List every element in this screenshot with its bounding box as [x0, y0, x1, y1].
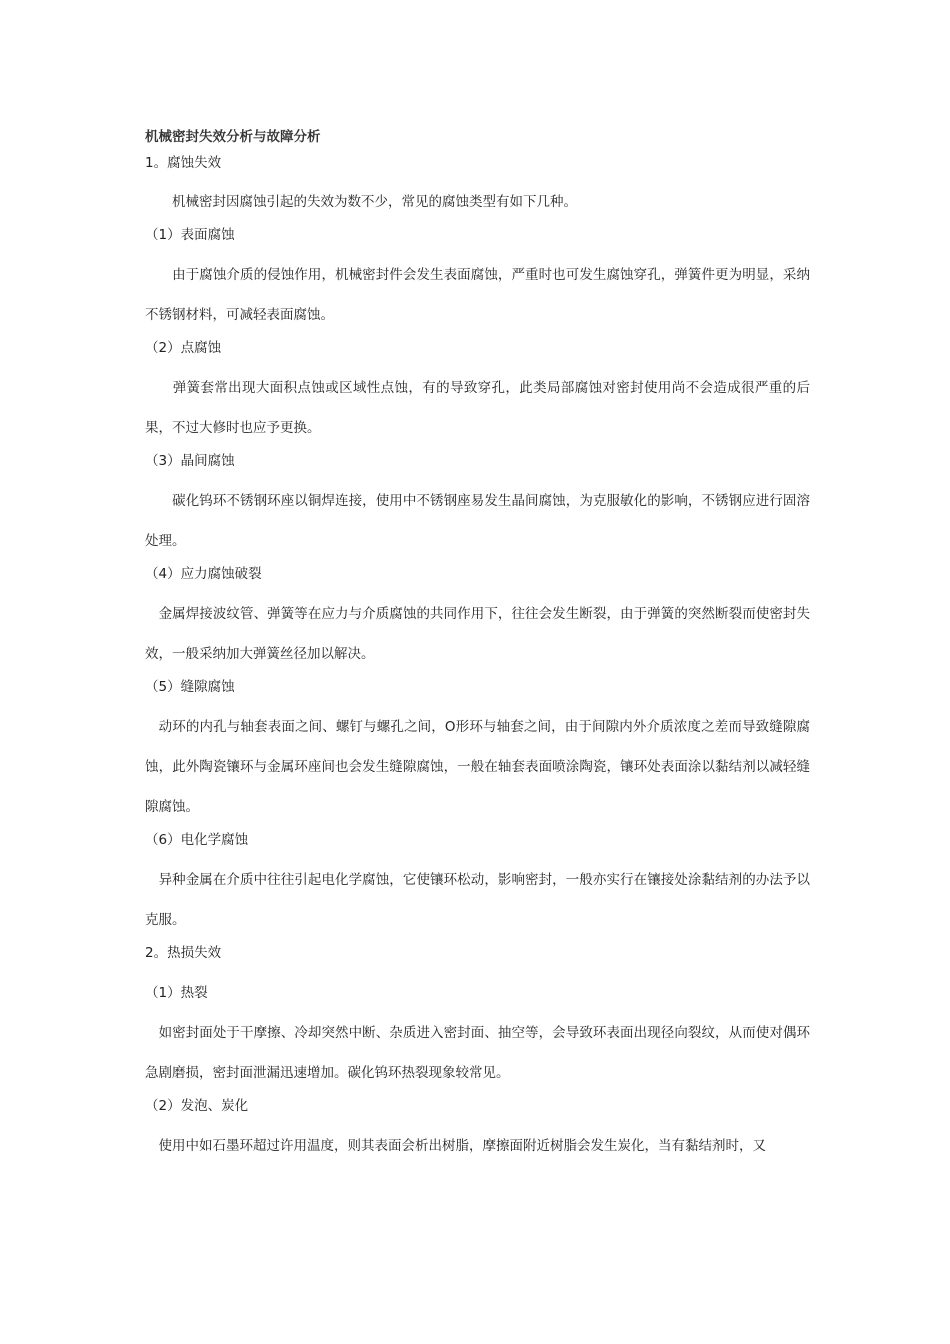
- paragraph: 动环的内孔与轴套表面之间、螺钉与螺孔之间，O形环与轴套之间，由于间隙内外介质浓度之差而导致缝隙腐蚀，此外陶瓷镶环与金属环座间也会发生缝隙腐蚀，一般在轴套表面喷涂陶瓷，镶环处表面涂以黏结剂以减轻缝隙腐蚀。: [145, 719, 810, 815]
- subsection-heading: （6）电化学腐蚀: [145, 832, 249, 848]
- paragraph: 碳化钨环不锈钢环座以铜焊连接，使用中不锈钢座易发生晶间腐蚀，为克服敏化的影响，不锈钢应进行固溶处理。: [145, 493, 810, 549]
- subsection-heading: （1）表面腐蚀: [145, 227, 235, 243]
- subsection-heading: （2）点腐蚀: [145, 340, 222, 356]
- subsection-heading: （1）热裂: [145, 985, 208, 1001]
- paragraph: 使用中如石墨环超过许用温度，则其表面会析出树脂，摩擦面附近树脂会发生炭化，当有黏结剂时，又: [145, 1138, 766, 1154]
- document-body: [145, 124, 810, 1166]
- subsection-heading: （5）缝隙腐蚀: [145, 679, 235, 695]
- section-heading: 1。腐蚀失效: [145, 155, 222, 171]
- paragraph: 如密封面处于干摩擦、冷却突然中断、杂质进入密封面、抽空等，会导致环表面出现径向裂纹，从而使对偶环急剧磨损，密封面泄漏迅速增加。碳化钨环热裂现象较常见。: [145, 1025, 810, 1081]
- paragraph: 异种金属在介质中往往引起电化学腐蚀，它使镶环松动，影响密封，一般亦实行在镶接处涂黏结剂的办法予以克服。: [145, 872, 810, 928]
- document-title: 机械密封失效分析与故障分析: [145, 129, 321, 145]
- paragraph: 弹簧套常出现大面积点蚀或区域性点蚀，有的导致穿孔，此类局部腐蚀对密封使用尚不会造成很严重的后果，不过大修时也应予更换。: [145, 380, 810, 436]
- paragraph: 金属焊接波纹管、弹簧等在应力与介质腐蚀的共同作用下，往往会发生断裂，由于弹簧的突然断裂而使密封失效，一般采纳加大弹簧丝径加以解决。: [145, 606, 810, 662]
- subsection-heading: （2）发泡、炭化: [145, 1098, 249, 1114]
- section-intro: 机械密封因腐蚀引起的失效为数不少，常见的腐蚀类型有如下几种。: [145, 194, 577, 210]
- paragraph: 由于腐蚀介质的侵蚀作用，机械密封件会发生表面腐蚀，严重时也可发生腐蚀穿孔，弹簧件更为明显，采纳不锈钢材料，可减轻表面腐蚀。: [145, 267, 810, 323]
- section-heading: 2。热损失效: [145, 945, 222, 961]
- subsection-heading: （4）应力腐蚀破裂: [145, 566, 262, 582]
- subsection-heading: （3）晶间腐蚀: [145, 453, 235, 469]
